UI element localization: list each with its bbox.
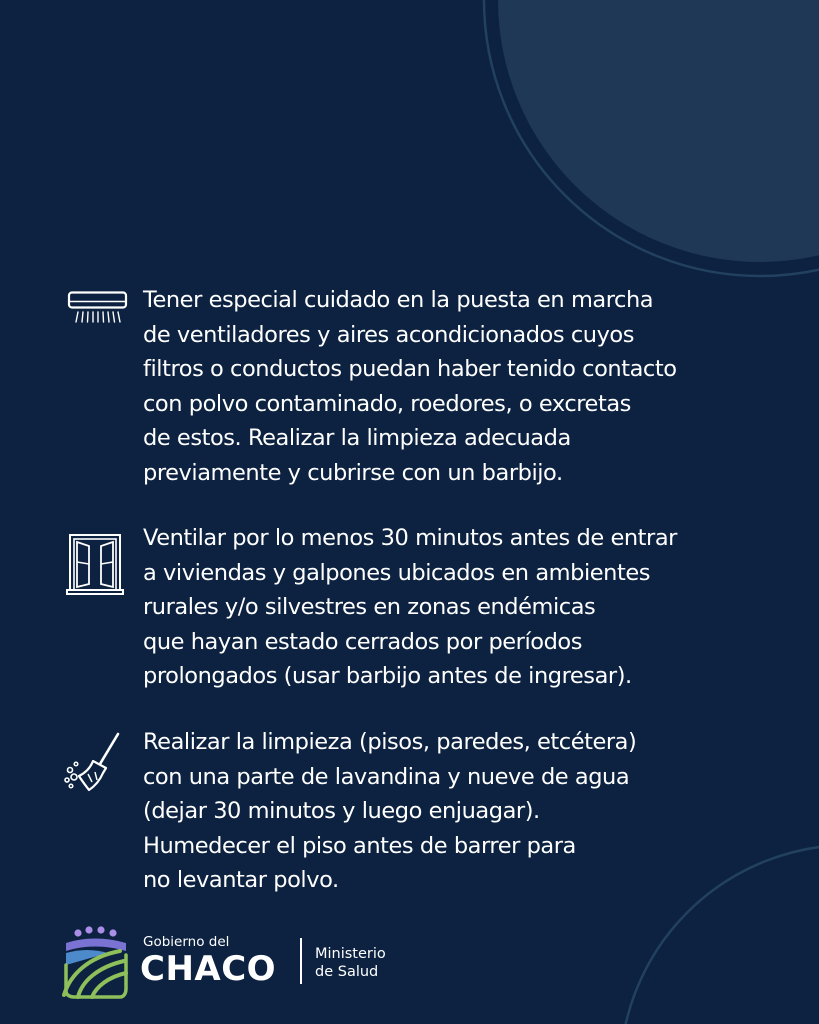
broom-icon <box>62 730 124 794</box>
item-ventiladores-text: Tener especial cuidado en la puesta en marcha de ventiladores y aires acondicionados cuyos filtros o conductos puedan haber tenido contacto con polvo contaminado, roedores, o excretas de estos. Realizar la limpieza adecuada previamente y cubrirse con un barbijo. <box>143 287 677 486</box>
top-right-circle <box>498 0 819 262</box>
footer-gobierno-label: Gobierno del <box>143 934 230 950</box>
footer-salud-label: de Salud <box>315 964 379 980</box>
chaco-logo-icon <box>60 925 132 1001</box>
air-conditioner-icon <box>66 290 128 326</box>
item-limpieza-text: Realizar la limpieza (pisos, paredes, etcétera) con una parte de lavandina y nueve de agua (dejar 30 minutos y luego enjuagar). Humedecer el piso antes de barrer para no levantar polvo. <box>143 729 637 894</box>
item-ventiladores <box>143 283 783 491</box>
item-ventilar-text: Ventilar por lo menos 30 minutos antes de entrar a viviendas y galpones ubicados en ambientes rurales y/o silvestres en zonas endémicas que hayan estado cerrados por períodos prolongados (usar barbijo antes de ingresar). <box>143 525 677 690</box>
item-limpieza <box>143 725 783 898</box>
footer-divider <box>300 938 302 984</box>
window-icon <box>65 532 125 596</box>
footer-chaco-label: CHACO <box>140 949 277 989</box>
item-ventilar <box>143 521 783 694</box>
footer-ministerio-label: Ministerio <box>315 946 386 962</box>
